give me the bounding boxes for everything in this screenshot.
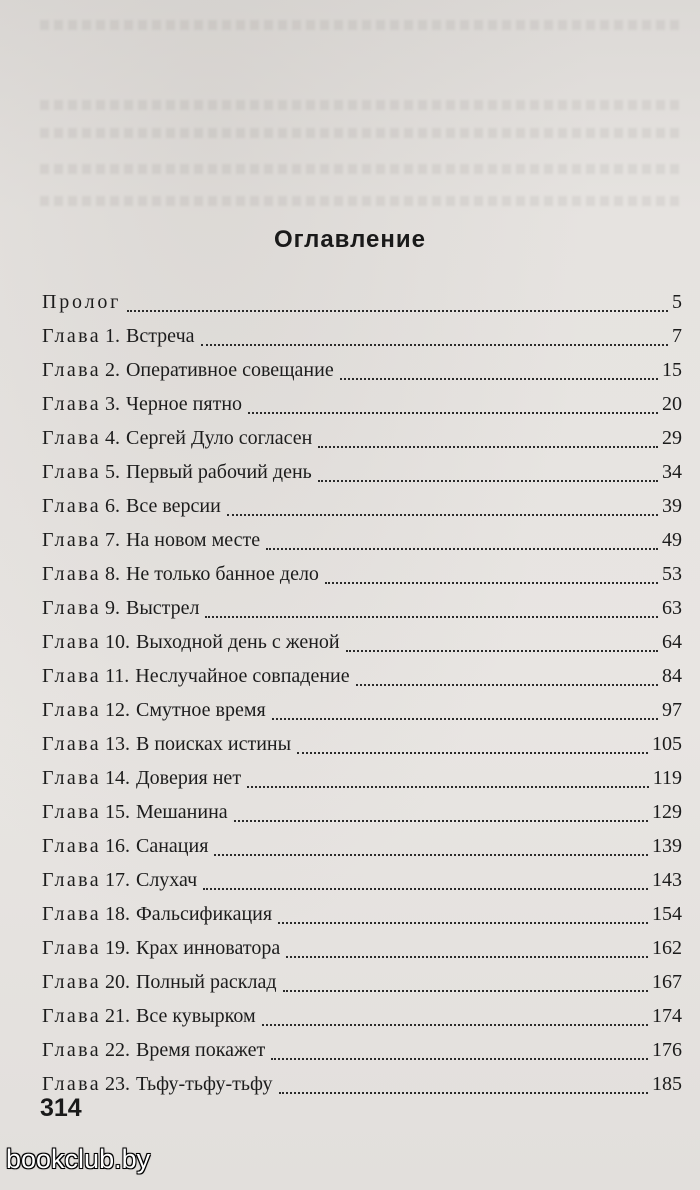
bleed-through-text bbox=[40, 128, 680, 138]
toc-leader-dots bbox=[318, 445, 658, 448]
toc-row bbox=[42, 591, 682, 625]
bleed-through-text bbox=[40, 196, 680, 206]
toc-chapter-number: 8. bbox=[104, 563, 120, 585]
toc-chapter-title: Слухач bbox=[135, 869, 198, 891]
toc-label: Глава bbox=[42, 393, 101, 415]
toc-chapter-number: 6. bbox=[104, 495, 120, 517]
toc-row bbox=[42, 659, 682, 693]
toc-page-number: 63 bbox=[662, 597, 682, 619]
toc-chapter-number: 10. bbox=[104, 631, 130, 653]
toc-label: Глава bbox=[42, 733, 101, 755]
toc-page-number: 29 bbox=[662, 427, 682, 449]
toc-chapter-title: Черное пятно bbox=[125, 393, 243, 415]
toc-label: Глава bbox=[42, 835, 101, 857]
toc-label: Глава bbox=[42, 461, 101, 483]
toc-page-number: 129 bbox=[652, 801, 682, 823]
toc-leader-dots bbox=[248, 411, 658, 414]
toc-page-number: 15 bbox=[662, 359, 682, 381]
toc-chapter-title: Мешанина bbox=[135, 801, 228, 823]
page-number: 314 bbox=[40, 1094, 82, 1122]
toc-page-number: 176 bbox=[652, 1039, 682, 1061]
toc-chapter-number: 16. bbox=[104, 835, 130, 857]
toc-chapter-title: Неслучайное совпадение bbox=[135, 665, 350, 687]
toc-leader-dots bbox=[203, 887, 648, 890]
toc-page-number: 143 bbox=[652, 869, 682, 891]
toc-page-number: 7 bbox=[672, 325, 682, 347]
toc-chapter-number: 2. bbox=[104, 359, 120, 381]
toc-leader-dots bbox=[127, 309, 668, 312]
toc-row bbox=[42, 557, 682, 591]
toc-row bbox=[42, 285, 682, 319]
toc-leader-dots bbox=[325, 581, 658, 584]
toc-row bbox=[42, 387, 682, 421]
toc-row bbox=[42, 625, 682, 659]
toc-row bbox=[42, 693, 682, 727]
toc-page-number: 162 bbox=[652, 937, 682, 959]
toc-page-number: 174 bbox=[652, 1005, 682, 1027]
toc-chapter-number: 22. bbox=[104, 1039, 130, 1061]
toc-label: Глава bbox=[42, 971, 101, 993]
toc-leader-dots bbox=[297, 751, 648, 754]
toc-chapter-title: Время покажет bbox=[135, 1039, 266, 1061]
toc-chapter-title: Фальсификация bbox=[135, 903, 273, 925]
toc-chapter-number: 17. bbox=[104, 869, 130, 891]
toc-page-number: 139 bbox=[652, 835, 682, 857]
toc-label: Глава bbox=[42, 903, 101, 925]
toc-chapter-title: Доверия нет bbox=[135, 767, 242, 789]
page-title: Оглавление bbox=[274, 226, 426, 253]
toc-chapter-title: Тьфу-тьфу-тьфу bbox=[135, 1073, 273, 1095]
toc-row bbox=[42, 421, 682, 455]
toc-row bbox=[42, 999, 682, 1033]
toc-chapter-number: 14. bbox=[104, 767, 130, 789]
toc-label: Глава bbox=[42, 529, 101, 551]
toc-label: Глава bbox=[42, 325, 101, 347]
toc-row bbox=[42, 727, 682, 761]
toc-chapter-number: 18. bbox=[104, 903, 130, 925]
toc-label: Глава bbox=[42, 801, 101, 823]
toc-page-number: 53 bbox=[662, 563, 682, 585]
toc-chapter-title: Все кувырком bbox=[135, 1005, 256, 1027]
bleed-through-text bbox=[40, 164, 680, 174]
toc-chapter-number: 3. bbox=[104, 393, 120, 415]
toc-label: Глава bbox=[42, 1073, 101, 1095]
toc-leader-dots bbox=[234, 819, 648, 822]
toc-page-number: 34 bbox=[662, 461, 682, 483]
toc-chapter-number: 20. bbox=[104, 971, 130, 993]
toc-row bbox=[42, 965, 682, 999]
toc-leader-dots bbox=[214, 853, 648, 856]
toc-page-number: 185 bbox=[652, 1073, 682, 1095]
toc-leader-dots bbox=[272, 717, 658, 720]
toc-leader-dots bbox=[205, 615, 658, 618]
toc-chapter-number: 9. bbox=[104, 597, 120, 619]
toc-leader-dots bbox=[356, 683, 658, 686]
toc-leader-dots bbox=[346, 649, 658, 652]
toc-chapter-title: Смутное время bbox=[135, 699, 266, 721]
toc-chapter-number: 19. bbox=[104, 937, 130, 959]
toc-leader-dots bbox=[279, 1091, 649, 1094]
toc-chapter-number: 1. bbox=[104, 325, 120, 347]
toc-page-number: 167 bbox=[652, 971, 682, 993]
toc-leader-dots bbox=[227, 513, 658, 516]
toc-label: Глава bbox=[42, 1039, 101, 1061]
toc-label: Пролог bbox=[42, 291, 122, 313]
watermark: bookclub.by bbox=[6, 1144, 151, 1174]
toc-chapter-number: 23. bbox=[104, 1073, 130, 1095]
toc-page-number: 119 bbox=[652, 767, 682, 789]
toc-leader-dots bbox=[318, 479, 658, 482]
toc-chapter-title: Встреча bbox=[125, 325, 195, 347]
toc-label: Глава bbox=[42, 937, 101, 959]
toc-leader-dots bbox=[266, 547, 658, 550]
toc-chapter-title: Крах инноватора bbox=[135, 937, 281, 959]
toc-page-number: 84 bbox=[662, 665, 682, 687]
toc-page-number: 49 bbox=[662, 529, 682, 551]
toc-chapter-title: Все версии bbox=[125, 495, 221, 517]
toc-label: Глава bbox=[42, 495, 101, 517]
toc-row bbox=[42, 353, 682, 387]
toc-row bbox=[42, 863, 682, 897]
toc-chapter-title: Сергей Дуло согласен bbox=[125, 427, 313, 449]
toc-chapter-number: 13. bbox=[104, 733, 130, 755]
toc-chapter-number: 12. bbox=[104, 699, 130, 721]
toc-label: Глава bbox=[42, 563, 101, 585]
toc-label: Глава bbox=[42, 427, 101, 449]
bleed-through-text bbox=[40, 100, 680, 110]
toc-label: Глава bbox=[42, 699, 101, 721]
toc-label: Глава bbox=[42, 665, 101, 687]
toc-row bbox=[42, 829, 682, 863]
toc-row bbox=[42, 795, 682, 829]
toc-chapter-title: Первый рабочий день bbox=[125, 461, 312, 483]
toc-chapter-title: Санация bbox=[135, 835, 209, 857]
toc-row bbox=[42, 931, 682, 965]
toc-label: Глава bbox=[42, 869, 101, 891]
toc-leader-dots bbox=[286, 955, 648, 958]
toc-chapter-title: В поисках истины bbox=[135, 733, 292, 755]
toc-label: Глава bbox=[42, 1005, 101, 1027]
toc-row bbox=[42, 761, 682, 795]
toc-chapter-number: 15. bbox=[104, 801, 130, 823]
toc-leader-dots bbox=[278, 921, 648, 924]
toc-page-number: 5 bbox=[672, 291, 682, 313]
toc-chapter-title: Полный расклад bbox=[135, 971, 277, 993]
toc-chapter-number: 5. bbox=[104, 461, 120, 483]
toc-row bbox=[42, 523, 682, 557]
toc-chapter-number: 21. bbox=[104, 1005, 130, 1027]
toc-row bbox=[42, 319, 682, 353]
toc-chapter-title: Выстрел bbox=[125, 597, 200, 619]
toc-leader-dots bbox=[283, 989, 649, 992]
toc-row bbox=[42, 1033, 682, 1067]
toc-label: Глава bbox=[42, 631, 101, 653]
toc-leader-dots bbox=[271, 1057, 648, 1060]
toc-page-number: 97 bbox=[662, 699, 682, 721]
toc-row bbox=[42, 1067, 682, 1101]
toc-label: Глава bbox=[42, 767, 101, 789]
table-of-contents bbox=[42, 285, 682, 1101]
toc-page-number: 39 bbox=[662, 495, 682, 517]
toc-chapter-number: 11. bbox=[104, 665, 130, 687]
toc-page-number: 64 bbox=[662, 631, 682, 653]
toc-chapter-number: 4. bbox=[104, 427, 120, 449]
toc-leader-dots bbox=[201, 343, 669, 346]
toc-chapter-title: Выходной день с женой bbox=[135, 631, 340, 653]
toc-row bbox=[42, 489, 682, 523]
toc-chapter-number: 7. bbox=[104, 529, 120, 551]
toc-leader-dots bbox=[262, 1023, 648, 1026]
toc-label: Глава bbox=[42, 359, 101, 381]
toc-leader-dots bbox=[247, 785, 649, 788]
toc-page-number: 105 bbox=[652, 733, 682, 755]
bleed-through-text bbox=[40, 20, 680, 30]
toc-chapter-title: На новом месте bbox=[125, 529, 261, 551]
toc-chapter-title: Оперативное совещание bbox=[125, 359, 334, 381]
toc-page-number: 20 bbox=[662, 393, 682, 415]
toc-page-number: 154 bbox=[652, 903, 682, 925]
toc-chapter-title: Не только банное дело bbox=[125, 563, 319, 585]
toc-leader-dots bbox=[340, 377, 658, 380]
toc-row bbox=[42, 455, 682, 489]
toc-row bbox=[42, 897, 682, 931]
toc-label: Глава bbox=[42, 597, 101, 619]
